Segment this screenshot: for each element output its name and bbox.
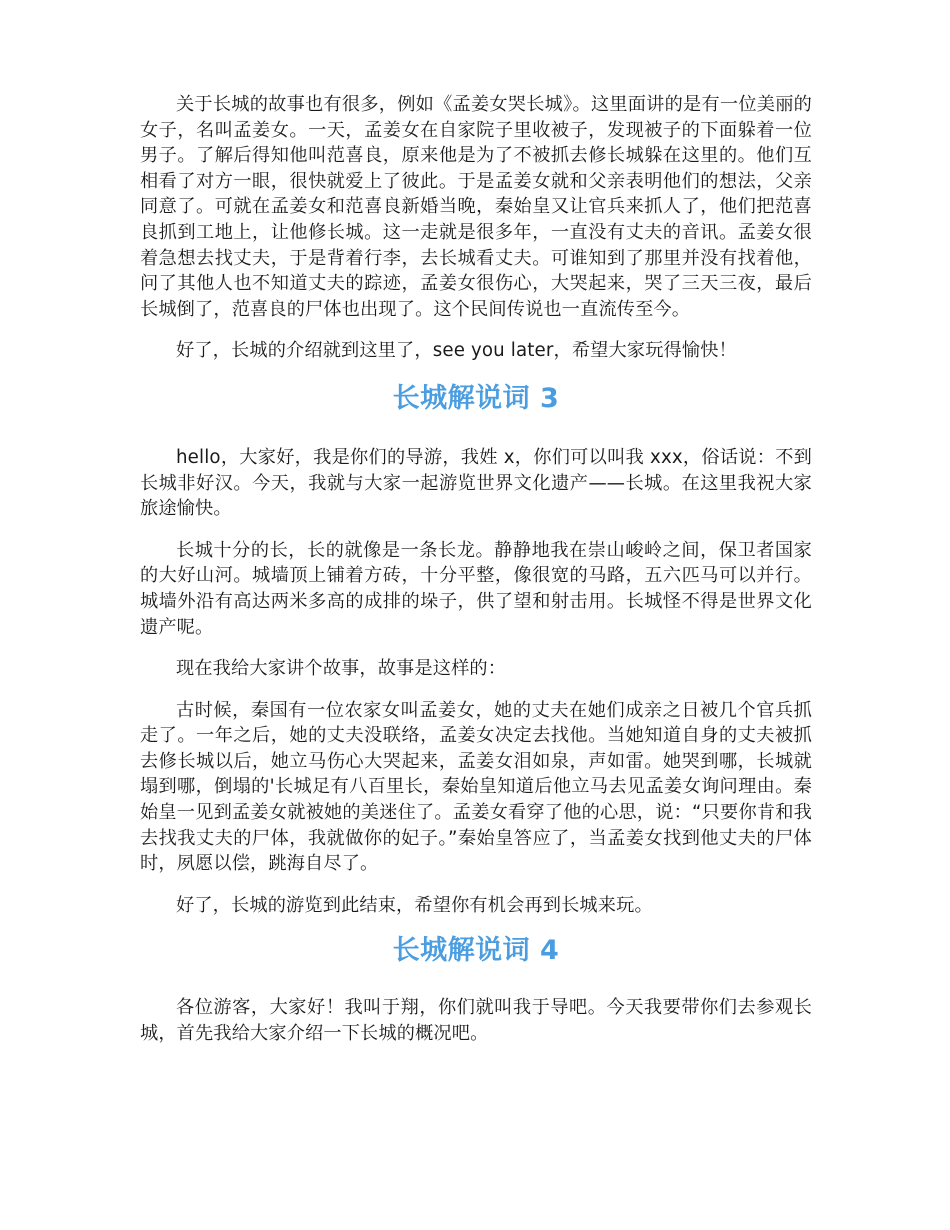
section-title-3: 长城解说词 3 [392,382,560,414]
paragraph-guide-greeting: hello，大家好，我是你们的导游，我姓 x，你们可以叫我 xxx，俗话说：不到长城非好汉。今天，我就与大家一起游览世界文化遗产——长城。在这里我祝大家旅途愉快。 [140,446,812,520]
section-title-4: 长城解说词 4 [392,935,560,967]
paragraph-story: 古时候，秦国有一位农家女叫孟姜女，她的丈夫在她们成亲之日被几个官兵抓走了。一年之后，她的丈夫没联络，孟姜女决定去找他。当她知道自身的丈夫被抓去修长城以后，她立马伤心大哭起来，孟姜女泪如泉，声如雷。她哭到哪，长城就塌到哪，倒塌的'长城足有八百里长，秦始皇知道后他立马去见孟姜女询问理由。秦始皇一见到孟姜女就被她的美迷住了。孟姜女看穿了他的心思，说：“只要你肯和我去找我丈夫的尸体，我就做你的妃子。”秦始皇答应了，当孟姜女找到他丈夫的尸体时，夙愿以偿，跳海自尽了。 [140,699,812,875]
paragraph-section3-closing: 好了，长城的游览到此结束，希望你有机会再到长城来玩。 [176,894,653,916]
paragraph-meng-jiang-story: 关于长城的故事也有很多，例如《孟姜女哭长城》。这里面讲的是有一位美丽的女子，名叫孟姜女。一天，孟姜女在自家院子里收被子，发现被子的下面躲着一位男子。了解后得知他叫范喜良，原来他是为了不被抓去修长城躲在这里的。他们互相看了对方一眼，很快就爱上了彼此。于是孟姜女就和父亲表明他们的想法，父亲同意了。可就在孟姜女和范喜良新婚当晚，秦始皇又让官兵来抓人了，他们把范喜良抓到工地上，让他修长城。这一走就是很多年，一直没有丈夫的音讯。孟姜女很着急想去找丈夫，于是背着行李，去长城看丈夫。可谁知到了那里并没有找着他，问了其他人也不知道丈夫的踪迹，孟姜女很伤心，大哭起来，哭了三天三夜，最后长城倒了，范喜良的尸体也出现了。这个民间传说也一直流传至今。 [140,94,812,320]
document-page [140,92,812,1063]
paragraph-section4-greeting: 各位游客，大家好！我叫于翔，你们就叫我于导吧。今天我要带你们去参观长城，首先我给大家介绍一下长城的概况吧。 [140,997,812,1045]
paragraph-wall-description: 长城十分的长，长的就像是一条长龙。静静地我在崇山峻岭之间，保卫者国家的大好山河。城墙顶上铺着方砖，十分平整，像很宽的马路，五六匹马可以并行。城墙外沿有高达两米多高的成排的垛子，供了望和射击用。长城怪不得是世界文化遗产呢。 [140,539,812,638]
paragraph-intro-closing: 好了，长城的介绍就到这里了，see you later，希望大家玩得愉快！ [176,340,737,362]
paragraph-story-lead-in: 现在我给大家讲个故事，故事是这样的： [176,658,507,680]
